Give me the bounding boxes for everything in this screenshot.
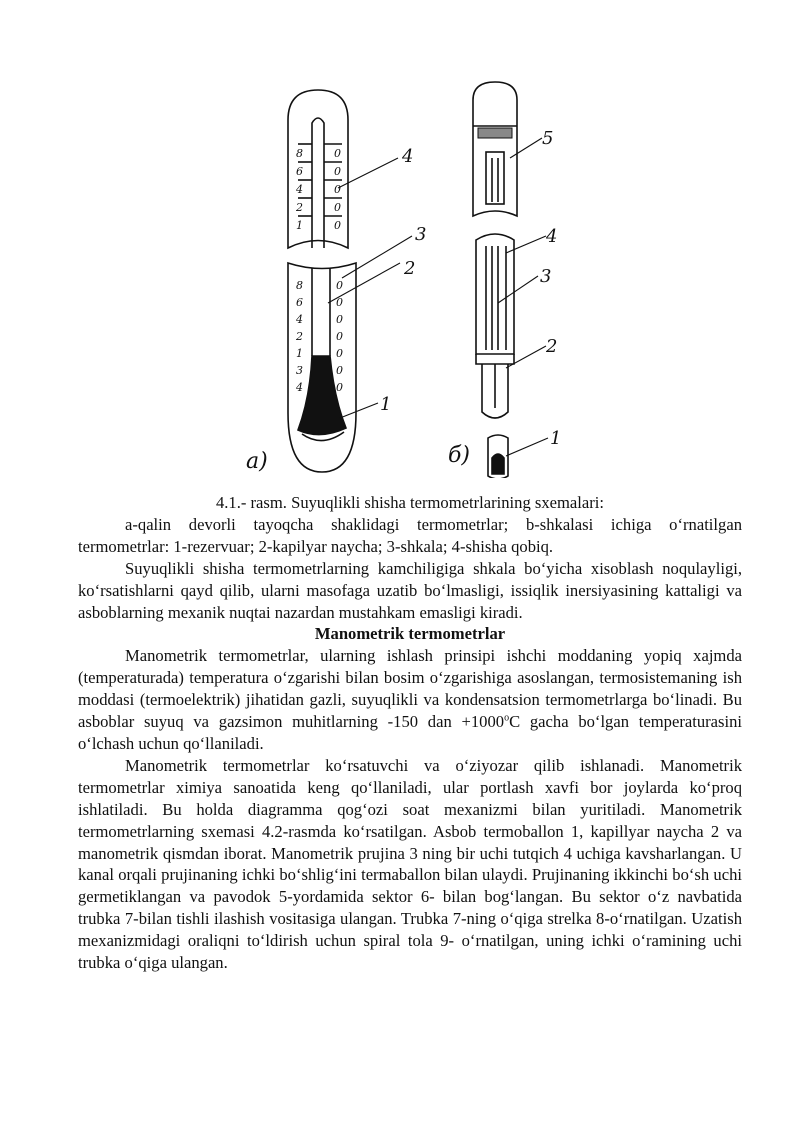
scale-a-top-left-0: 8 xyxy=(296,147,303,160)
scale-a-bottom-left-1: 6 xyxy=(296,296,303,309)
scale-a-bottom-right-3: 0 xyxy=(336,330,343,343)
section-heading: Manometrik termometrlar xyxy=(314,624,506,644)
callout-a-3: 3 xyxy=(415,224,427,245)
part-a-label: a) xyxy=(246,449,268,474)
paragraph-principle-text: Manometrik termometrlar, ularning ishlash prinsipi ishchi moddaning yopiq xajmda (temperaturada) temperatura oʻzgarishi bilan bosim oʻzgarishiga asoslangan, termosistemaning ish moddasi (termoelektrik) jihatidan gazli, suyuqlikli va kondensatsion termometrlarga boʻlinadi. Bu asboblar suyuq va gazsimon muhitlarning -150 dan +1000 xyxy=(78,646,742,732)
leader-b-3 xyxy=(498,276,538,303)
callout-b-3: 3 xyxy=(540,266,552,287)
leader-a-1 xyxy=(340,403,378,418)
callout-b-1: 1 xyxy=(550,428,562,449)
leader-b-5 xyxy=(510,138,542,158)
scale-a-top-left-4: 1 xyxy=(296,219,303,232)
page-text xyxy=(78,492,742,974)
part-b-label: б) xyxy=(448,443,471,468)
scale-a-bottom-left-3: 2 xyxy=(296,330,303,343)
leader-a-3 xyxy=(342,236,412,278)
paragraph-drawbacks: Suyuqlikli shisha termometrlarning kamchiligiga shkala boʻyicha xisoblash noqulayligi, koʻrsatishlarni qayd qilib, ularni masofaga uzatib boʻlmasligi, issiqlik inersiyasining kattaligi va asboblarning mexanik nuqtai nazardan mustahkam emasligi kiradi. xyxy=(78,558,742,622)
scale-a-top-left-2: 4 xyxy=(296,183,303,196)
callout-b-4: 4 xyxy=(546,226,558,247)
thermometer-schematics xyxy=(230,78,590,478)
scale-a-top-right-4: 0 xyxy=(334,219,341,232)
scale-a-top-right-3: 0 xyxy=(334,201,341,214)
scale-a-bottom-left-6: 4 xyxy=(296,381,303,394)
leader-b-1 xyxy=(506,438,548,456)
scale-a-bottom-right-5: 0 xyxy=(336,364,343,377)
paragraph-usage: Manometrik termometrlar koʻrsatuvchi va oʻziyozar qilib ishlanadi. Manometrik termometrlar ximiya sanoatida keng qoʻllaniladi, ular portlash xavfi bor joylarda koʻproq ishlatiladi. Bu holda diagramma qogʻozi soat mexanizmi bilan yuritiladi. Manometrik termometrlarning sxemasi 4.2-rasmda koʻrsatilgan. Asbob termoballon 1, kapillyar naycha 2 va manometrik qismdan iborat. Manometrik prujina 3 ning bir uchi tutqich 4 uchiga kavsharlangan. U kanal orqali prujinaning ichki boʻshligʻini termaballon bilan ulaydi. Prujinaning ikkinchi boʻsh uchi germetiklangan va pavodok 5-yordamida sektor 6- bilan bogʻlangan. Bu sektor oʻz navbatida trubka 7-bilan tishli ilashish vositasiga ulangan. Trubka 7-ning oʻqiga strelka 8-oʻrnatilgan. Uzatish mexanizmidagi oraliqni toʻldirish uchun spiral tola 9- oʻrnatilgan, uning ichki oʻramining uchi trubka oʻqiga ulangan. xyxy=(78,755,742,973)
leader-b-2 xyxy=(506,346,546,368)
scale-a-top-left-1: 6 xyxy=(296,165,303,178)
scale-a-top-right-0: 0 xyxy=(334,147,341,160)
scale-a-bottom-right-0: 0 xyxy=(336,279,343,292)
figure-caption-title: 4.1.- rasm. Suyuqlikli shisha termometrlarining sxemalari: xyxy=(215,493,605,512)
scale-a-bottom-left-0: 8 xyxy=(296,279,303,292)
paragraph-principle xyxy=(78,645,742,755)
degree-sup: o xyxy=(504,712,510,724)
thermometer-figure xyxy=(230,78,590,478)
callout-a-4: 4 xyxy=(402,146,414,167)
scale-a-bottom-right-2: 0 xyxy=(336,313,343,326)
thermometer-b xyxy=(473,82,517,478)
figure-caption-description: a-qalin devorli tayoqcha shaklidagi termometrlar; b-shkalasi ichiga oʻrnatilgan termometrlar: 1-rezervuar; 2-kapilyar naycha; 3-shkala; 4-shisha qobiq. xyxy=(78,514,742,556)
scale-a-top-right-2: 0 xyxy=(334,183,341,196)
scale-a-bottom-right-4: 0 xyxy=(336,347,343,360)
scale-a-top-right-1: 0 xyxy=(334,165,341,178)
scale-a-bottom-right-1: 0 xyxy=(336,296,343,309)
callout-b-2: 2 xyxy=(546,336,558,357)
scale-a-bottom-left-2: 4 xyxy=(296,313,303,326)
callout-a-2: 2 xyxy=(404,258,416,279)
leader-a-4 xyxy=(338,158,398,188)
callout-a-1: 1 xyxy=(380,394,392,415)
callout-b-5: 5 xyxy=(542,128,554,149)
paragraph-principle-text-end: C gacha boʻlgan temperaturasini oʻlchash uchun qoʻllaniladi. xyxy=(78,712,742,753)
scale-a-top-left-3: 2 xyxy=(296,201,303,214)
scale-a-bottom-left-5: 3 xyxy=(296,364,303,377)
scale-a-bottom-left-4: 1 xyxy=(296,347,303,360)
scale-a-bottom-right-6: 0 xyxy=(336,381,343,394)
